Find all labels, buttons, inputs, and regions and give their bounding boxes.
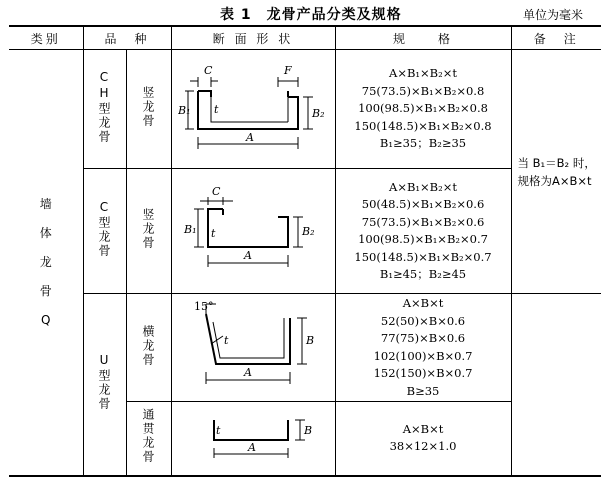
svg-text:B₁: B₁: [184, 223, 197, 236]
svg-text:A: A: [244, 365, 252, 379]
svg-text:A: A: [244, 249, 252, 262]
spec-ch: A×B₁×B₂×t 75(73.5)×B₁×B₂×0.8 100(98.5)×B₁×B₂×0.8 150(148.5)×B₁×B₂×0.8 B₁≥35；B₂≥35: [335, 50, 511, 169]
svg-text:t: t: [224, 333, 229, 347]
section-u-horizontal: [171, 294, 335, 402]
svg-text:C: C: [204, 64, 213, 77]
keel-spec-table: [9, 25, 601, 477]
section-u-through: [171, 402, 335, 476]
header-note: 备 注: [511, 26, 601, 50]
svg-text:A: A: [248, 441, 256, 455]
unit-label: 单位为毫米: [523, 8, 584, 22]
table-caption: [0, 4, 607, 26]
svg-text:B: B: [306, 333, 315, 347]
row-u-horizontal: [9, 294, 601, 402]
table-title: 表 1 龙骨产品分类及规格: [220, 7, 402, 23]
sub-u-through: 通贯龙骨: [126, 402, 171, 476]
section-c: [171, 169, 335, 294]
svg-text:15°: 15°: [194, 299, 214, 313]
svg-text:B: B: [304, 424, 313, 438]
header-variety: 品 种: [83, 26, 171, 50]
note-empty-cell: [511, 294, 601, 476]
header-spec: 规 格: [335, 26, 511, 50]
c-section-diagram: [178, 181, 328, 281]
spec-u-horizontal: A×B×t 52(50)×B×0.6 77(75)×B×0.6 102(100)×B×0.7 152(150)×B×0.7 B≥35: [335, 294, 511, 402]
svg-text:F: F: [284, 64, 292, 77]
header-category: 类别: [9, 26, 83, 50]
svg-text:t: t: [211, 227, 216, 240]
header-row: [9, 26, 601, 50]
category-text: 墙 体 龙 骨 Q: [39, 196, 52, 327]
spec-c: A×B₁×B₂×t 50(48.5)×B₁×B₂×0.6 75(73.5)×B₁×B₂×0.6 100(98.5)×B₁×B₂×0.7 150(148.5)×B₁×B₂×0.7 B₁≥45；B₂≥45: [335, 169, 511, 294]
type-c: C型龙骨: [83, 169, 126, 294]
svg-text:A: A: [246, 131, 254, 144]
u-through-diagram: [178, 410, 328, 466]
svg-text:t: t: [214, 103, 219, 116]
type-u: U型龙骨: [83, 294, 126, 476]
sub-c: 竖龙骨: [126, 169, 171, 294]
u-horizontal-diagram: [178, 300, 328, 396]
sub-ch: 竖龙骨: [126, 50, 171, 169]
svg-text:t: t: [216, 424, 221, 438]
svg-text:B₂: B₂: [312, 107, 325, 120]
ch-section-diagram: [178, 59, 328, 159]
note-cell: 当 B₁＝B₂ 时， 规格为A×B×t: [511, 50, 601, 294]
svg-text:B₁: B₁: [178, 104, 191, 117]
section-ch: [171, 50, 335, 169]
svg-text:C: C: [212, 185, 221, 198]
type-ch: CH型龙骨: [83, 50, 126, 169]
spec-u-through: A×B×t 38×12×1.0: [335, 402, 511, 476]
sub-u-horizontal: 横龙骨: [126, 294, 171, 402]
row-ch: [9, 50, 601, 169]
header-section: 断 面 形 状: [171, 26, 335, 50]
category-cell: [9, 50, 83, 476]
svg-text:B₂: B₂: [302, 225, 315, 238]
